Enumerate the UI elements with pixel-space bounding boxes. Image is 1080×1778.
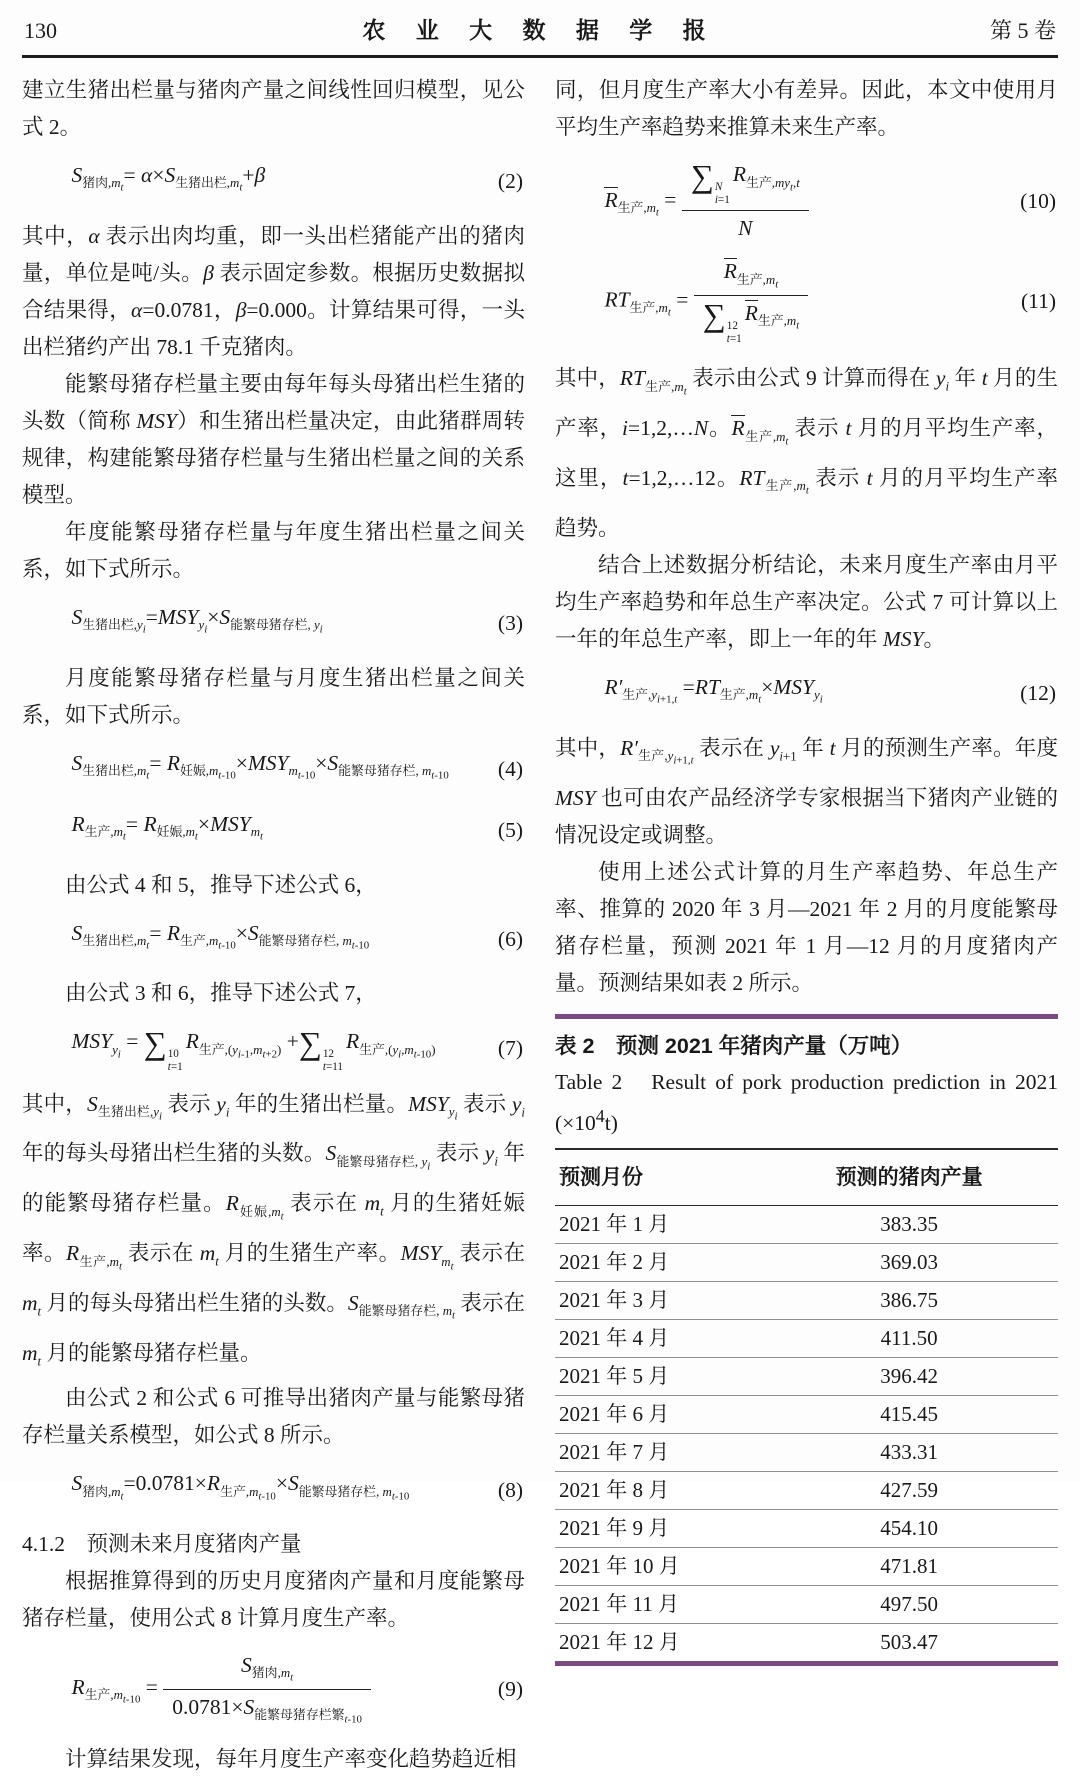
table-row bbox=[555, 1509, 1058, 1547]
month-cell: 2021 年 9 月 bbox=[555, 1509, 756, 1547]
formula-12-number: (12) bbox=[1020, 681, 1056, 706]
month-cell: 2021 年 5 月 bbox=[555, 1357, 756, 1395]
paragraph-future-rate: 结合上述数据分析结论，未来月度生产率由月平均生产率趋势和年总生产率决定。公式 7 可计算以上一年的年总生产率，即上一年的年 MSY。 bbox=[555, 552, 1058, 651]
table-caption-en: Table 2 Result of pork production prediction in 2021 $(\times 10^4t)$ bbox=[555, 1069, 1058, 1135]
paragraph-trend-continued: 同，但月度生产率大小有差异。因此，本文中使用月平均生产率趋势来推算未来生产率。 bbox=[555, 78, 1058, 139]
formula-9-number: (9) bbox=[497, 1676, 523, 1701]
formula-8-number: (8) bbox=[497, 1477, 523, 1502]
formula-6-number: (6) bbox=[497, 926, 523, 951]
paragraph-monthly-relation: 月度能繁母猪存栏量与月度生猪出栏量之间关系，如下式所示。 bbox=[22, 665, 525, 727]
formula-4 bbox=[22, 745, 525, 795]
formula-3-number: (3) bbox=[497, 611, 523, 636]
formula-4-body: $S_{生猪出栏,m_t}= R_{妊娠,m_{t-10}}\times MSY_{m_{t-10}}\times S_{能繁母猪存栏, m_{t-10}}$ bbox=[71, 750, 449, 782]
paragraph-prediction-setup: 使用上述公式计算的月生产率趋势、年总生产率、推算的 2020 年 3 月—2021 年 2 月的月度能繁母猪存栏量，预测 2021 年 1 月—12 月的月度猪肉产量。预测结果如表 2 所示。 bbox=[555, 859, 1058, 995]
table-row bbox=[555, 1243, 1058, 1281]
formula-9 bbox=[22, 1651, 525, 1727]
right-column bbox=[555, 72, 1058, 1778]
formula-8 bbox=[22, 1465, 525, 1515]
paragraph-derive-6: 由公式 4 和 5，推导下述公式 6， bbox=[65, 872, 377, 897]
month-cell: 2021 年 11 月 bbox=[555, 1585, 756, 1623]
formula-7 bbox=[22, 1023, 525, 1074]
value-cell: 433.31 bbox=[756, 1433, 1058, 1471]
paragraph-symbol-definitions: 其中，$S_{生猪出栏,y_i}$ 表示 $y_i$ 年的生猪出栏量。$MSY_{y_i}$ 表示 $y_i$ 年的每头母猪出栏生猪的头数。$S_{能繁母猪存栏, y_i}$ 表示 $y_i$ 年的能繁母猪存栏量。$R_{妊娠,m_t}$ 表示在 $m_t$ 月的生猪妊娠率。$R_{生产,m_t}$ 表示在 $m_t$ 月的生猪生产率。$MSY_{m_t}$ 表示在 $m_t$ 月的每头母猪出栏生猪的头数。$S_{能繁母猪存栏, m_t}$ 表示在 $m_t$ 月的能繁母猪存栏量。 bbox=[22, 1091, 525, 1369]
journal-title: 农 业 大 数 据 学 报 bbox=[362, 17, 718, 43]
page-number: 130 bbox=[24, 18, 57, 43]
formula-5 bbox=[22, 806, 525, 856]
month-cell: 2021 年 7 月 bbox=[555, 1433, 756, 1471]
formula-11-number: (11) bbox=[1020, 289, 1056, 314]
value-cell: 454.10 bbox=[756, 1509, 1058, 1547]
value-cell: 427.59 bbox=[756, 1471, 1058, 1509]
value-cell: 503.47 bbox=[880, 1629, 938, 1654]
table-header-row bbox=[555, 1149, 1058, 1206]
value-cell: 396.42 bbox=[756, 1357, 1058, 1395]
paragraph-msy-definition: 能繁母猪存栏量主要由每年每头母猪出栏生猪的头数（简称 MSY）和生猪出栏量决定，由此猪群周转规律，构建能繁母猪存栏量与生猪出栏量之间的关系模型。 bbox=[22, 371, 525, 507]
page-header bbox=[22, 8, 1058, 58]
month-cell: 2021 年 4 月 bbox=[555, 1319, 756, 1357]
formula-7-number: (7) bbox=[497, 1036, 523, 1061]
formula-8-body: $S_{猪肉,m_t}=0.0781\times R_{生产,m_{t-10}}\times S_{能繁母猪存栏, m_{t-10}}$ bbox=[71, 1471, 410, 1503]
table-bottom-rule bbox=[555, 1661, 1058, 1666]
table-2-block bbox=[555, 1014, 1058, 1666]
formula-10-number: (10) bbox=[1020, 189, 1056, 214]
month-cell: 2021 年 12 月 bbox=[559, 1629, 680, 1654]
formula-2-number: (2) bbox=[497, 169, 523, 194]
volume-label: 第 5 卷 bbox=[989, 18, 1056, 43]
table-row bbox=[555, 1585, 1058, 1623]
formula-5-body: $R_{生产,m_t}= R_{妊娠,m_t}\times MSY_{m_t}$ bbox=[71, 811, 264, 843]
value-cell: 415.45 bbox=[756, 1395, 1058, 1433]
formula-12 bbox=[555, 669, 1058, 719]
paragraph-derive-7: 由公式 3 和 6，推导下述公式 7， bbox=[65, 981, 377, 1006]
formula-3-body: $S_{生猪出栏,y_i}=MSY_{y_i}\times S_{能繁母猪存栏, y_i}$ bbox=[71, 604, 323, 636]
paragraph-trend-finding: 计算结果发现，每年月度生产率变化趋势趋近相 bbox=[65, 1747, 517, 1772]
table-row bbox=[555, 1623, 1058, 1661]
column-header-month: 预测月份 bbox=[555, 1149, 756, 1206]
formula-4-number: (4) bbox=[497, 757, 523, 782]
value-cell: 411.50 bbox=[756, 1319, 1058, 1357]
paragraph-derive-8: 由公式 2 和公式 6 可推导出猪肉产量与能繁母猪存栏量关系模型，如公式 8 所示。 bbox=[22, 1386, 525, 1448]
table-row bbox=[555, 1205, 1058, 1243]
paragraph-history-rates: 根据推算得到的历史月度猪肉产量和月度能繁母猪存栏量，使用公式 8 计算月度生产率。 bbox=[22, 1569, 525, 1631]
formula-11 bbox=[555, 257, 1058, 346]
value-cell: 471.81 bbox=[756, 1547, 1058, 1585]
table-row bbox=[555, 1281, 1058, 1319]
pork-production-table bbox=[555, 1148, 1058, 1661]
formula-11-body: $RT_{生产,m_t}$ = $R_{生产,m_t}$ ∑ 12 t=1 $R_{生产,m_t}$ bbox=[555, 257, 1021, 346]
paragraph-rate-definitions: 其中，$RT_{生产,m_t}$ 表示由公式 9 计算而得在 $y_i$ 年 t 月的生产率，i=1,2,…N。$R_{生产,m_t}$ 表示 t 月的月平均生产率，这里，t=1,2,…12。$RT_{生产,m_t}$ 表示 t 月的月平均生产率趋势。 bbox=[555, 366, 1058, 540]
month-cell: 2021 年 6 月 bbox=[555, 1395, 756, 1433]
formula-2 bbox=[22, 157, 525, 207]
formula-9-body: $R_{生产,m_{t-10}}$ = $\frac{S_{猪肉,m_t}}{0.0781\times S_{能繁母猪存栏繁_{t-10}}}$ bbox=[22, 1651, 498, 1727]
formula-3 bbox=[22, 599, 525, 649]
section-heading-4-1-2: 4.1.2 预测未来月度猪肉产量 bbox=[22, 1532, 302, 1557]
two-column-body bbox=[22, 72, 1058, 1778]
formula-10 bbox=[555, 160, 1058, 243]
paragraph-intro-model: 建立生猪出栏量与猪肉产量之间线性回归模型，见公式 2。 bbox=[22, 78, 525, 139]
table-row bbox=[555, 1547, 1058, 1585]
formula-5-number: (5) bbox=[497, 818, 523, 843]
formula-2-body: $S_{猪肉,m_t}= \alpha\times S_{生猪出栏,m_t}+\beta$ bbox=[71, 163, 266, 194]
table-row bbox=[555, 1319, 1058, 1357]
formula-7-body: $MSY_{y_i}$ = ∑ 10 t=1 $R_{生产,(y_{i-1},m_{t+2})}$ +∑ 12 t=11 $R_{生产,(y_i,m_{t-10})}$ bbox=[71, 1025, 436, 1074]
formula-6 bbox=[22, 915, 525, 965]
formula-10-body: $R_{生产,m_t}$ = ∑ N i=1 $R_{生产,my_t,t}$ N bbox=[555, 160, 1020, 243]
table-caption-zh: 表 2 预测 2021 年猪肉产量（万吨） bbox=[555, 1033, 913, 1058]
left-column bbox=[22, 72, 525, 1778]
formula-12-body: $R'_{生产,y_{i+1,t}} =RT_{生产,m_t}\times MSY_{y_i}$ bbox=[604, 674, 823, 706]
table-row bbox=[555, 1357, 1058, 1395]
month-cell: 2021 年 8 月 bbox=[555, 1471, 756, 1509]
paragraph-predicted-rate: 其中，$R'_{生产,y_{i+1,t}}$ 表示在 $y_{i+1}$ 年 t 月的预测生产率。年度 MSY 也可由农产品经济学专家根据当下猪肉产业链的情况设定或调整。 bbox=[555, 735, 1058, 847]
value-cell: 386.75 bbox=[756, 1281, 1058, 1319]
month-cell: 2021 年 2 月 bbox=[555, 1243, 756, 1281]
paragraph-alpha-beta: 其中，α 表示出肉均重，即一头出栏猪能产出的猪肉量，单位是吨/头。β 表示固定参数。根据历史数据拟合结果得，α=0.0781，β=0.000。计算结果可得，一头出栏猪约产出 78.1 千克猪肉。 bbox=[22, 223, 525, 359]
table-row bbox=[555, 1433, 1058, 1471]
value-cell: 497.50 bbox=[756, 1585, 1058, 1623]
table-row bbox=[555, 1471, 1058, 1509]
table-row bbox=[555, 1395, 1058, 1433]
column-header-production: 预测的猪肉产量 bbox=[756, 1149, 1058, 1206]
paragraph-annual-relation: 年度能繁母猪存栏量与年度生猪出栏量之间关系，如下式所示。 bbox=[22, 519, 525, 581]
formula-6-body: $S_{生猪出栏,m_t}= R_{生产,m_{t-10}}\times S_{能繁母猪存栏, m_{t-10}}$ bbox=[71, 920, 370, 952]
month-cell: 2021 年 1 月 bbox=[555, 1205, 756, 1243]
value-cell: 369.03 bbox=[756, 1243, 1058, 1281]
value-cell: 383.35 bbox=[756, 1205, 1058, 1243]
month-cell: 2021 年 3 月 bbox=[555, 1281, 756, 1319]
month-cell: 2021 年 10 月 bbox=[555, 1547, 756, 1585]
table-top-rule bbox=[555, 1014, 1058, 1019]
